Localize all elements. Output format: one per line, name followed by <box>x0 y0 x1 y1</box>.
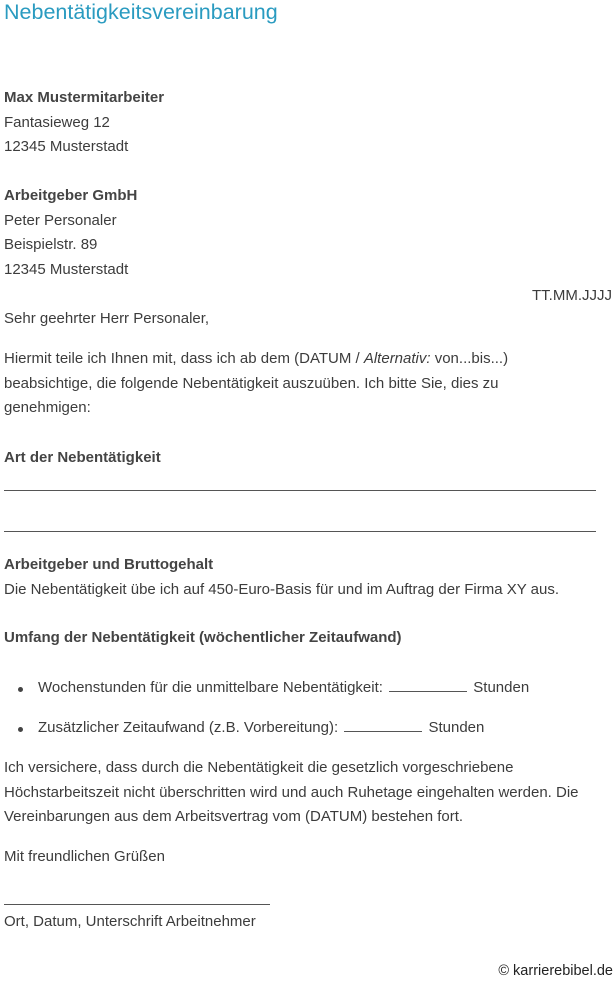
copyright-notice: © karrierebibel.de <box>498 963 613 979</box>
recipient-street: Beispielstr. 89 <box>4 236 98 253</box>
letter-date: TT.MM.JJJJ <box>532 287 612 304</box>
bullet-icon <box>18 727 23 732</box>
intro-line-1 <box>4 347 609 372</box>
intro-paragraph <box>4 347 609 421</box>
sender-name: Max Mustermitarbeiter <box>4 89 165 106</box>
intro-text-2: von...bis...) <box>430 350 509 367</box>
signature-line <box>4 904 270 905</box>
blank-line-1 <box>4 490 596 491</box>
section-heading-scope: Umfang der Nebentätigkeit (wöchentlicher Zeitaufwand) <box>4 629 402 646</box>
hours-field-blank <box>344 717 422 732</box>
signature-caption: Ort, Datum, Unterschrift Arbeitnehmer <box>4 913 256 930</box>
employer-text: Die Nebentätigkeit übe ich auf 450-Euro-Basis für und im Auftrag der Firma XY aus. <box>4 580 560 598</box>
scope-item-label: Zusätzlicher Zeitaufwand (z.B. Vorbereitung): <box>38 719 339 736</box>
bullet-icon <box>18 687 23 692</box>
section-employer <box>4 553 609 602</box>
list-item <box>4 676 609 716</box>
recipient-person: Peter Personaler <box>4 211 117 229</box>
intro-line-3: genehmigen: <box>4 399 91 416</box>
closing: Mit freundlichen Grüßen <box>4 848 165 865</box>
scope-item-unit: Stunden <box>428 719 485 736</box>
list-item <box>4 716 609 756</box>
scope-list <box>4 676 609 756</box>
intro-line-2: beabsichtige, die folgende Nebentätigkeit auszuüben. Ich bitte Sie, dies zu <box>4 374 499 392</box>
alternative-label: Alternativ: <box>363 350 431 367</box>
assurance-line-1: Ich versichere, dass durch die Nebentätigkeit die gesetzlich vorgeschriebene <box>4 759 514 776</box>
assurance-paragraph <box>4 756 609 830</box>
page-title: Nebentätigkeitsvereinbarung <box>4 0 278 24</box>
salutation: Sehr geehrter Herr Personaler, <box>4 310 210 327</box>
assurance-line-2: Höchstarbeitszeit nicht überschritten wird und auch Ruhetage eingehalten werden. Die <box>4 783 579 801</box>
section-heading-type: Art der Nebentätigkeit <box>4 449 161 466</box>
recipient-city: 12345 Musterstadt <box>4 260 129 278</box>
sender-street: Fantasieweg 12 <box>4 113 110 131</box>
recipient-company: Arbeitgeber GmbH <box>4 187 138 204</box>
assurance-line-3: Vereinbarungen aus dem Arbeitsvertrag vom (DATUM) bestehen fort. <box>4 808 464 825</box>
scope-item-label: Wochenstunden für die unmittelbare Nebentätigkeit: <box>38 679 383 696</box>
intro-text-1: Hiermit teile ich Ihnen mit, dass ich ab dem (DATUM / <box>4 350 364 367</box>
sender-address <box>4 86 609 160</box>
sender-city: 12345 Musterstadt <box>4 138 129 155</box>
scope-item-unit: Stunden <box>473 679 530 696</box>
hours-field-blank <box>389 677 467 692</box>
section-heading-employer: Arbeitgeber und Bruttogehalt <box>4 556 214 573</box>
blank-line-2 <box>4 531 596 532</box>
recipient-address <box>4 184 609 282</box>
